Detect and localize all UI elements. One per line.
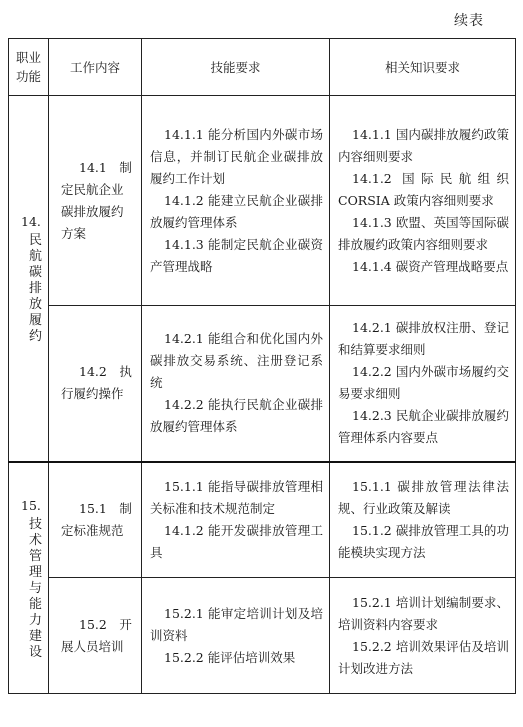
work-content-text: 15.1 制定标准规范 [61, 500, 132, 538]
table-row [9, 462, 516, 578]
skill-item: 15.2.1 能审定培训计划及培训资料 [150, 605, 323, 643]
function-cell-14 [9, 96, 49, 462]
work-content-text: 15.2 开展人员培训 [61, 616, 132, 654]
knowledge-item: 15.1.1 碳排放管理法律法规、行业政策及解读 [338, 478, 509, 516]
function-number: 15. [21, 497, 41, 513]
skill-item: 14.1.2 能开发碳排放管理工具 [150, 522, 323, 560]
function-cell-15 [9, 462, 49, 694]
header-skill-requirements: 技能要求 [142, 39, 330, 96]
table-header-row [9, 39, 516, 96]
knowledge-item: 15.2.1 培训计划编制要求、培训资料内容要求 [338, 594, 509, 632]
knowledge-item: 14.2.3 民航企业碳排放履约管理体系内容要点 [338, 408, 509, 446]
knowledge-item: 14.1.2 国际民航组织CORSIA 政策内容细则要求 [338, 170, 509, 208]
knowledge-cell [330, 96, 516, 306]
knowledge-item: 14.1.1 国内碳排放履约政策内容细则要求 [338, 126, 509, 164]
skill-item: 15.2.2 能评估培训效果 [164, 649, 296, 665]
knowledge-item: 14.1.3 欧盟、英国等国际碳排放履约政策内容细则要求 [338, 214, 509, 252]
table-row [9, 578, 516, 694]
function-number: 14. [21, 214, 41, 230]
work-content-cell [49, 306, 142, 462]
work-content-text: 14.1 制定民航企业碳排放履约方案 [61, 159, 132, 241]
table-row [9, 306, 516, 462]
skill-item: 14.2.2 能执行民航企业碳排放履约管理体系 [150, 397, 323, 435]
knowledge-item: 14.1.4 碳资产管理战略要点 [352, 258, 509, 274]
skills-cell [142, 306, 330, 462]
header-work-content: 工作内容 [49, 39, 142, 96]
header-related-knowledge: 相关知识要求 [330, 39, 516, 96]
work-content-cell [49, 462, 142, 578]
skills-cell [142, 462, 330, 578]
skill-item: 15.1.1 能指导碳排放管理相关标准和技术规范制定 [150, 478, 323, 516]
occupational-skill-table [8, 38, 516, 694]
header-function: 职业 功能 [9, 39, 49, 96]
skill-item: 14.2.1 能组合和优化国内外碳排放交易系统、注册登记系统 [150, 331, 323, 391]
table-row [9, 96, 516, 306]
function-name: 技术管理与能力建设 [29, 516, 43, 660]
work-content-text: 14.2 执行履约操作 [61, 364, 132, 402]
knowledge-cell [330, 462, 516, 578]
skill-item: 14.1.3 能制定民航企业碳资产管理战略 [150, 236, 323, 274]
work-content-cell [49, 96, 142, 306]
knowledge-cell [330, 306, 516, 462]
knowledge-item: 14.2.2 国内外碳市场履约交易要求细则 [338, 364, 509, 402]
skill-item: 14.1.1 能分析国内外碳市场信息，并制订民航企业碳排放履约工作计划 [150, 126, 323, 186]
knowledge-cell [330, 578, 516, 694]
work-content-cell [49, 578, 142, 694]
knowledge-item: 15.1.2 碳排放管理工具的功能模块实现方法 [338, 522, 509, 560]
knowledge-item: 14.2.1 碳排放权注册、登记和结算要求细则 [338, 320, 509, 358]
function-name: 民航碳排放履约 [29, 233, 43, 345]
skills-cell [142, 96, 330, 306]
knowledge-item: 15.2.2 培训效果评估及培训计划改进方法 [338, 638, 509, 676]
skills-cell [142, 578, 330, 694]
continued-label: 续表 [454, 13, 484, 29]
skill-item: 14.1.2 能建立民航企业碳排放履约管理体系 [150, 192, 323, 230]
